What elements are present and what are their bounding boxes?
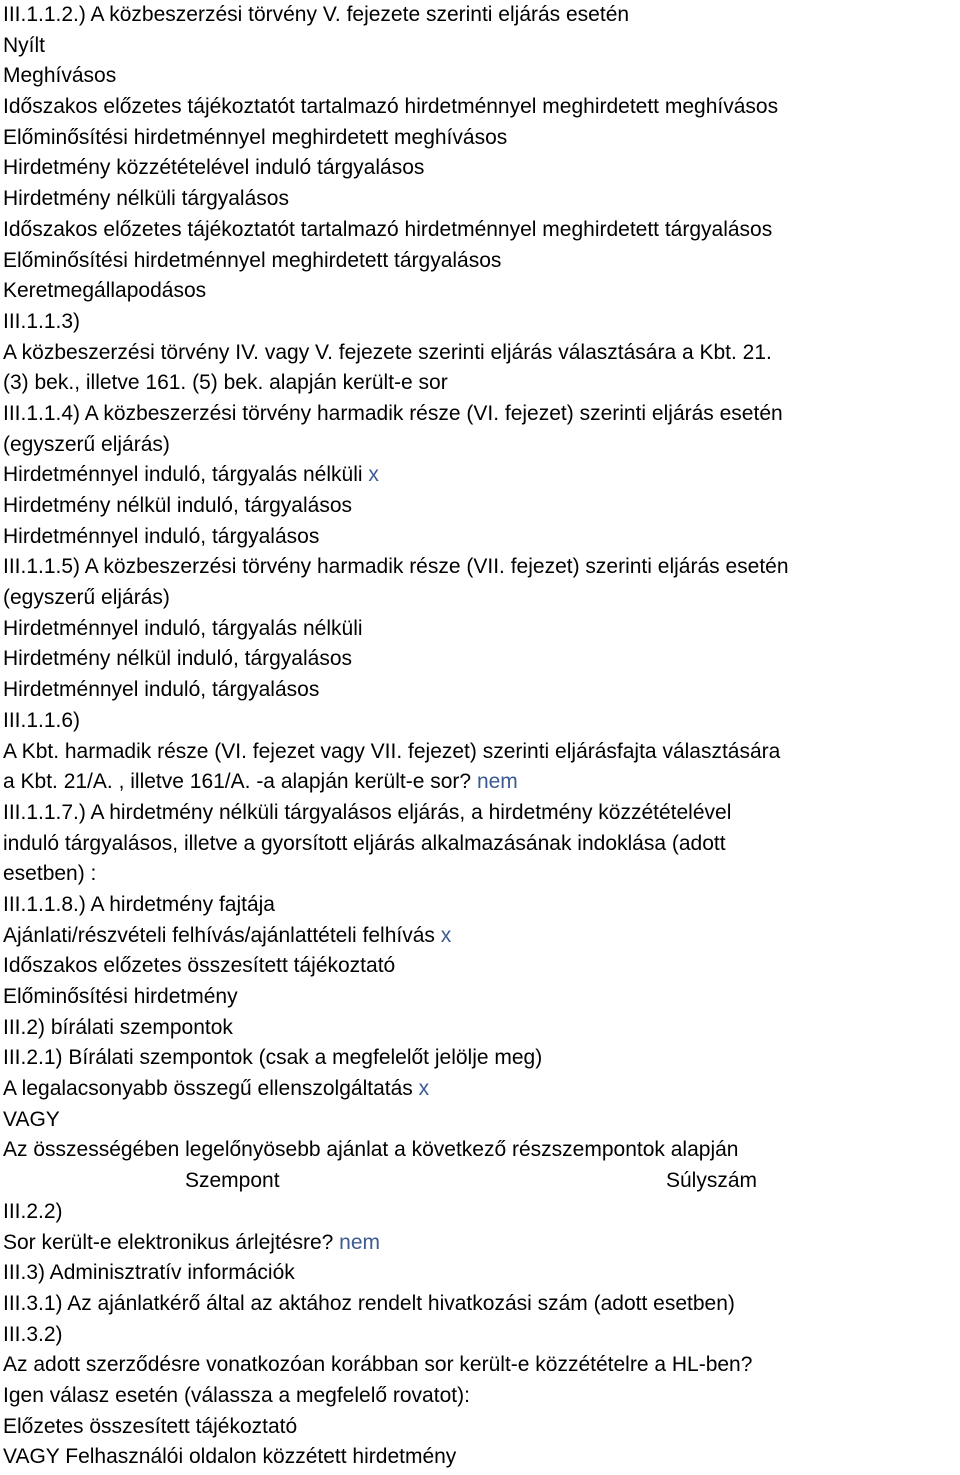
- option-item: Hirdetménnyel induló, tárgyalásos: [3, 678, 320, 702]
- criteria-column-header: Szempont: [185, 1169, 280, 1193]
- section-heading-cont: (egyszerű eljárás): [3, 586, 170, 610]
- option-item: Előminősítési hirdetménnyel meghirdetett meghívásos: [3, 125, 508, 149]
- option-item: Hirdetmény nélkül induló, tárgyalásos: [3, 494, 353, 517]
- section-heading: III.1.1.5) A közbeszerzési törvény harmadik része (VII. fejezet) szerinti eljárás esetén: [3, 555, 789, 579]
- option-item: [3, 921, 960, 952]
- option-item: Hirdetménnyel induló, tárgyalásos: [3, 524, 320, 548]
- option-item: Előminősítési hirdetménnyel meghirdetett tárgyalásos: [3, 248, 502, 272]
- section-heading: III.2) bírálati szempontok: [3, 1015, 233, 1039]
- section-heading: III.1.1.8.) A hirdetmény fajtája: [3, 892, 275, 916]
- section-heading: III.1.1.7.) A hirdetmény nélküli tárgyalásos eljárás, a hirdetmény közzétételével: [3, 800, 732, 824]
- option-item: VAGY Felhasználói oldalon közzétett hirdetmény: [3, 1445, 457, 1469]
- option-item: Nyílt: [3, 33, 45, 57]
- section-heading: III.2.2): [3, 1199, 63, 1223]
- paragraph-text: A közbeszerzési törvény IV. vagy V. fejezete szerinti eljárás választására a Kbt. 21.: [3, 340, 772, 364]
- option-item: Előminősítési hirdetmény: [3, 985, 238, 1008]
- selected-mark: x: [368, 463, 379, 487]
- section-heading-cont: (egyszerű eljárás): [3, 432, 170, 456]
- section-heading: III.1.1.6): [3, 708, 81, 732]
- option-item: [3, 460, 960, 491]
- question-text: Sor került-e elektronikus árlejtésre?: [3, 1230, 334, 1254]
- option-item: Időszakos előzetes tájékoztatót tartalmazó hirdetménnyel meghirdetett tárgyalásos: [3, 217, 773, 241]
- option-item: Hirdetmény közzétételével induló tárgyalásos: [3, 156, 425, 180]
- or-separator: VAGY: [3, 1107, 60, 1131]
- answer-value: nem: [339, 1230, 381, 1254]
- option-item: Időszakos előzetes összesített tájékoztató: [3, 954, 396, 978]
- question-text: a Kbt. 21/A. , illetve 161/A. -a alapján került-e sor?: [3, 770, 472, 794]
- answer-value: nem: [476, 770, 518, 794]
- option-item: Keretmegállapodásos: [3, 279, 207, 303]
- criteria-header-row: [3, 1166, 960, 1197]
- subsection-heading: III.3.2): [3, 1322, 63, 1346]
- instruction-text: Igen válasz esetén (válassza a megfelelő rovatot):: [3, 1383, 470, 1407]
- option-label: Ajánlati/részvételi felhívás/ajánlattételi felhívás: [3, 923, 435, 947]
- subsection-heading: III.2.1) Bírálati szempontok (csak a megfelelőt jelölje meg): [3, 1046, 543, 1070]
- option-label: Hirdetménnyel induló, tárgyalás nélküli: [3, 463, 363, 487]
- option-item: Meghívásos: [3, 64, 117, 88]
- option-item: Időszakos előzetes tájékoztatót tartalmazó hirdetménnyel meghirdetett meghívásos: [3, 95, 779, 119]
- paragraph-text: [3, 1228, 960, 1259]
- section-heading: III.1.1.4) A közbeszerzési törvény harmadik része (VI. fejezet) szerinti eljárás esetén: [3, 401, 783, 425]
- option-item: Az összességében legelőnyösebb ajánlat a következő részszempontok alapján: [3, 1138, 739, 1162]
- section-heading: III.3) Adminisztratív információk: [3, 1261, 295, 1285]
- paragraph-text: (3) bek., illetve 161. (5) bek. alapján került-e sor: [3, 371, 448, 395]
- paragraph-text: [3, 767, 960, 798]
- question-text: Az adott szerződésre vonatkozóan korábban sor került-e közzétételre a HL-ben?: [3, 1353, 753, 1377]
- option-item: Hirdetmény nélkül induló, tárgyalásos: [3, 647, 353, 671]
- paragraph-text: A Kbt. harmadik része (VI. fejezet vagy VII. fejezet) szerinti eljárásfajta választására: [3, 739, 781, 763]
- paragraph-text: esetben) :: [3, 862, 97, 886]
- option-item: Hirdetmény nélküli tárgyalásos: [3, 187, 289, 211]
- section-heading: III.1.1.3): [3, 309, 81, 333]
- weight-column-header: Súlyszám: [666, 1169, 758, 1193]
- selected-mark: x: [440, 923, 452, 947]
- paragraph-text: induló tárgyalásos, illetve a gyorsított eljárás alkalmazásának indoklása (adott: [3, 831, 726, 855]
- subsection-heading: III.3.1) Az ajánlatkérő által az aktához rendelt hivatkozási szám (adott esetben): [3, 1291, 735, 1315]
- option-label: A legalacsonyabb összegű ellenszolgáltatás: [3, 1077, 413, 1101]
- section-heading: III.1.1.2.) A közbeszerzési törvény V. fejezete szerinti eljárás esetén: [3, 3, 630, 26]
- option-item: Előzetes összesített tájékoztató: [3, 1414, 298, 1438]
- option-item: Hirdetménnyel induló, tárgyalás nélküli: [3, 616, 363, 640]
- selected-mark: x: [418, 1077, 430, 1101]
- option-item: [3, 1074, 960, 1105]
